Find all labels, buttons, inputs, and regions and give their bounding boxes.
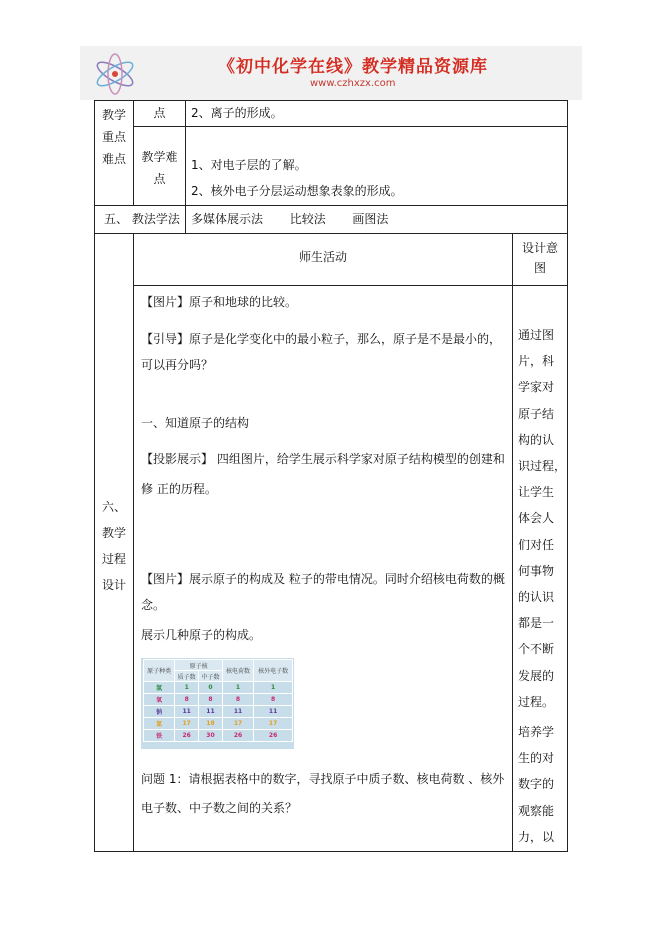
method-label: 五、 教法学法 <box>104 212 180 226</box>
atom-name: 氧 <box>144 694 175 706</box>
design-header: 设计意 图 <box>521 241 558 275</box>
atom-value: 8 <box>222 694 253 706</box>
atom-name: 铁 <box>144 730 175 742</box>
atom-name: 氯 <box>144 718 175 730</box>
atom-composition-table <box>141 658 294 749</box>
atom-value: 26 <box>254 730 293 742</box>
site-url[interactable]: www.czhxzx.com <box>310 78 396 89</box>
atom-value: 1 <box>175 682 199 694</box>
atom-value: 17 <box>175 718 199 730</box>
activity-item: 【引导】原子是化学变化中的最小粒子，那么，原子是不是最小的，可以再分吗？ <box>141 332 502 372</box>
atom-value: 17 <box>222 718 253 730</box>
activity-item: 问题 1：请根据表格中的数字，寻找原子中质子数、核电荷数 、核外电子数、中子数之间的关系？ <box>141 772 505 815</box>
atom-table-row <box>144 730 293 742</box>
difficulty-sub-label: 教学难 点 <box>141 150 178 186</box>
atom-value: 11 <box>199 706 223 718</box>
atom-value: 30 <box>199 730 223 742</box>
atom-name: 氢 <box>144 682 175 694</box>
difficulty-item: 1、对电子层的了解。 <box>191 158 307 172</box>
atom-table-header: 原子核 <box>175 660 223 671</box>
atom-value: 0 <box>199 682 223 694</box>
method-text: 多媒体展示法 比较法 画图法 <box>191 212 389 226</box>
atom-table-row <box>144 694 293 706</box>
atom-value: 1 <box>222 682 253 694</box>
atom-value: 8 <box>199 694 223 706</box>
atom-value: 17 <box>254 718 293 730</box>
process-label: 六、 教学 过程 设计 <box>101 500 126 592</box>
activity-header: 师生活动 <box>298 250 347 264</box>
activity-item: 【图片】展示原子的构成及 粒子的带电情况。同时介绍核电荷数的概念。 <box>141 572 505 612</box>
difficulty-item: 2、核外电子分层运动想象表象的形成。 <box>191 184 403 198</box>
atom-value: 11 <box>222 706 253 718</box>
activity-item: 【投影展示】 四组图片，给学生展示科学家对原子结构模型的创建和修 正的历程。 <box>141 452 505 496</box>
atom-value: 11 <box>254 706 293 718</box>
site-title: 《初中化学在线》教学精品资源库 <box>218 57 488 77</box>
atom-value: 11 <box>175 706 199 718</box>
atom-table-row <box>144 706 293 718</box>
activity-item: 展示几种原子的构成。 <box>141 628 262 642</box>
focus-difficulty-label: 教学 重点 难点 <box>101 108 126 166</box>
focus-text: 2、离子的形成。 <box>191 106 283 120</box>
atom-logo-icon <box>90 52 140 96</box>
atom-value: 26 <box>175 730 199 742</box>
site-header <box>80 46 582 100</box>
activity-item: 【图片】原子和地球的比较。 <box>141 295 298 309</box>
atom-table-subheader: 中子数 <box>199 671 223 682</box>
design-intent: 培养学 生的对 数字的 观察能 力，以 <box>518 725 555 844</box>
atom-value: 18 <box>199 718 223 730</box>
atom-table-subheader: 质子数 <box>175 671 199 682</box>
design-intent: 通过图 片，科 学家对 原子结 构的认 识过程， 让学生 体会人 们对任 何事物 的认识 都是一 个不断 发展的 过程。 <box>518 328 567 709</box>
atom-value: 1 <box>254 682 293 694</box>
focus-sub-label: 点 <box>153 106 166 120</box>
activity-item: 一、知道原子的结构 <box>141 416 250 430</box>
atom-name: 钠 <box>144 706 175 718</box>
atom-value: 8 <box>175 694 199 706</box>
atom-table-row <box>144 682 293 694</box>
atom-table-row <box>144 718 293 730</box>
atom-value: 26 <box>222 730 253 742</box>
atom-value: 8 <box>254 694 293 706</box>
atom-table-header: 核外电子数 <box>254 660 293 682</box>
atom-table-header: 原子种类 <box>144 660 175 682</box>
atom-table-header: 核电荷数 <box>222 660 253 682</box>
